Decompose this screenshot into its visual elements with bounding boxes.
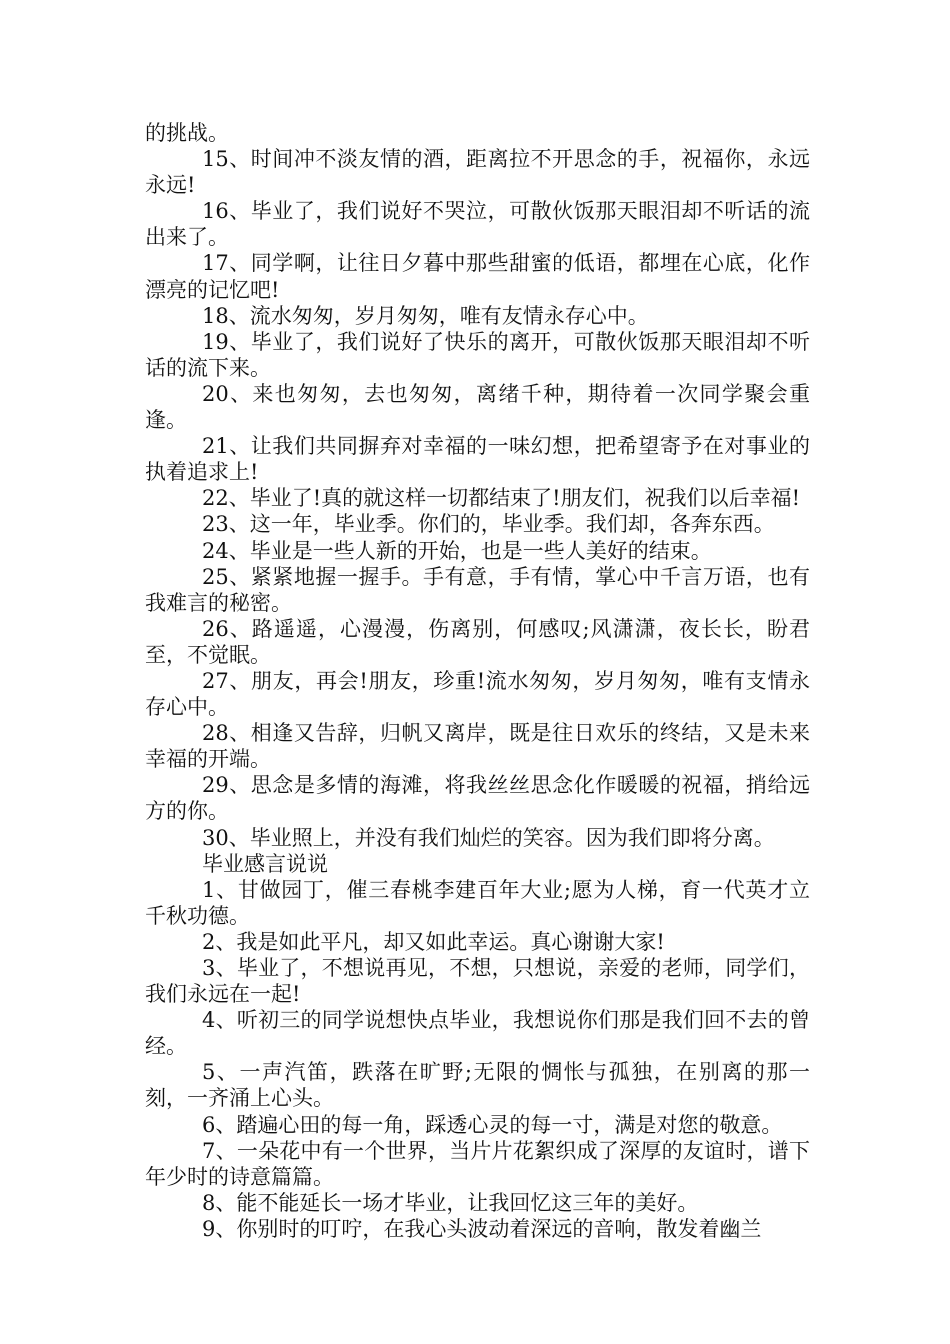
paragraph-16: 16、毕业了，我们说好不哭泣，可散伙饭那天眼泪却不听话的流出来了。 [145, 199, 810, 250]
paragraph-17: 17、同学啊，让往日夕暮中那些甜蜜的低语，都埋在心底，化作漂亮的记忆吧! [145, 251, 810, 302]
paragraph-continuation: 的挑战。 [145, 121, 229, 145]
paragraph-21: 21、让我们共同摒弃对幸福的一味幻想，把希望寄予在对事业的执着追求上! [145, 434, 810, 485]
paragraph-section2-1: 1、甘做园丁，催三春桃李建百年大业;愿为人梯，育一代英才立千秋功德。 [145, 877, 810, 928]
paragraph-section2-3: 3、毕业了，不想说再见，不想，只想说，亲爱的老师，同学们，我们永远在一起! [145, 956, 810, 1007]
paragraph-30: 30、毕业照上，并没有我们灿烂的笑容。因为我们即将分离。 [202, 825, 775, 850]
paragraph-29: 29、思念是多情的海滩，将我丝丝思念化作暖暖的祝福，捎给远方的你。 [145, 773, 810, 824]
paragraph-25: 25、紧紧地握一握手。手有意，手有情，掌心中千言万语，也有我难言的秘密。 [145, 564, 810, 615]
paragraph-section2-7: 7、一朵花中有一个世界，当片片花絮织成了深厚的友谊时，谱下年少时的诗意篇篇。 [145, 1138, 810, 1189]
paragraph-28: 28、相逢又告辞，归帆又离岸，既是往日欢乐的终结，又是未来幸福的开端。 [145, 721, 810, 772]
paragraph-24: 24、毕业是一些人新的开始，也是一些人美好的结束。 [202, 538, 712, 563]
paragraph-18: 18、流水匆匆，岁月匆匆，唯有友情永存心中。 [202, 303, 649, 328]
paragraph-19: 19、毕业了，我们说好了快乐的离开，可散伙饭那天眼泪却不听话的流下来。 [145, 329, 810, 380]
document-body [145, 120, 810, 1242]
paragraph-23: 23、这一年，毕业季。你们的，毕业季。我们却，各奔东西。 [202, 512, 775, 537]
paragraph-15: 15、时间冲不淡友情的酒，距离拉不开思念的手，祝福你，永远永远! [145, 147, 810, 198]
paragraph-section2-4: 4、听初三的同学说想快点毕业，我想说你们那是我们回不去的曾经。 [145, 1008, 810, 1059]
paragraph-section2-6: 6、踏遍心田的每一角，踩透心灵的每一寸，满是对您的敬意。 [202, 1112, 783, 1137]
paragraph-22: 22、毕业了!真的就这样一切都结束了!朋友们，祝我们以后幸福! [202, 486, 801, 511]
paragraph-section2-5: 5、一声汽笛，跌落在旷野;无限的惆怅与孤独，在别离的那一刻，一齐涌上心头。 [145, 1060, 810, 1111]
paragraph-26: 26、路遥遥，心漫漫，伤离别，何感叹;风潇潇，夜长长，盼君至，不觉眠。 [145, 616, 810, 667]
paragraph-27: 27、朋友，再会!朋友，珍重!流水匆匆，岁月匆匆，唯有支情永存心中。 [145, 668, 810, 720]
paragraph-20: 20、来也匆匆，去也匆匆，离绪千种，期待着一次同学聚会重逢。 [145, 381, 810, 433]
paragraph-section2-2: 2、我是如此平凡，却又如此幸运。真心谢谢大家! [202, 929, 665, 954]
section-heading: 毕业感言说说 [202, 851, 328, 876]
paragraph-section2-8: 8、能不能延长一场才毕业，让我回忆这三年的美好。 [202, 1190, 699, 1215]
paragraph-section2-9: 9、你别时的叮咛，在我心头波动着深远的音响，散发着幽兰 [202, 1216, 762, 1241]
